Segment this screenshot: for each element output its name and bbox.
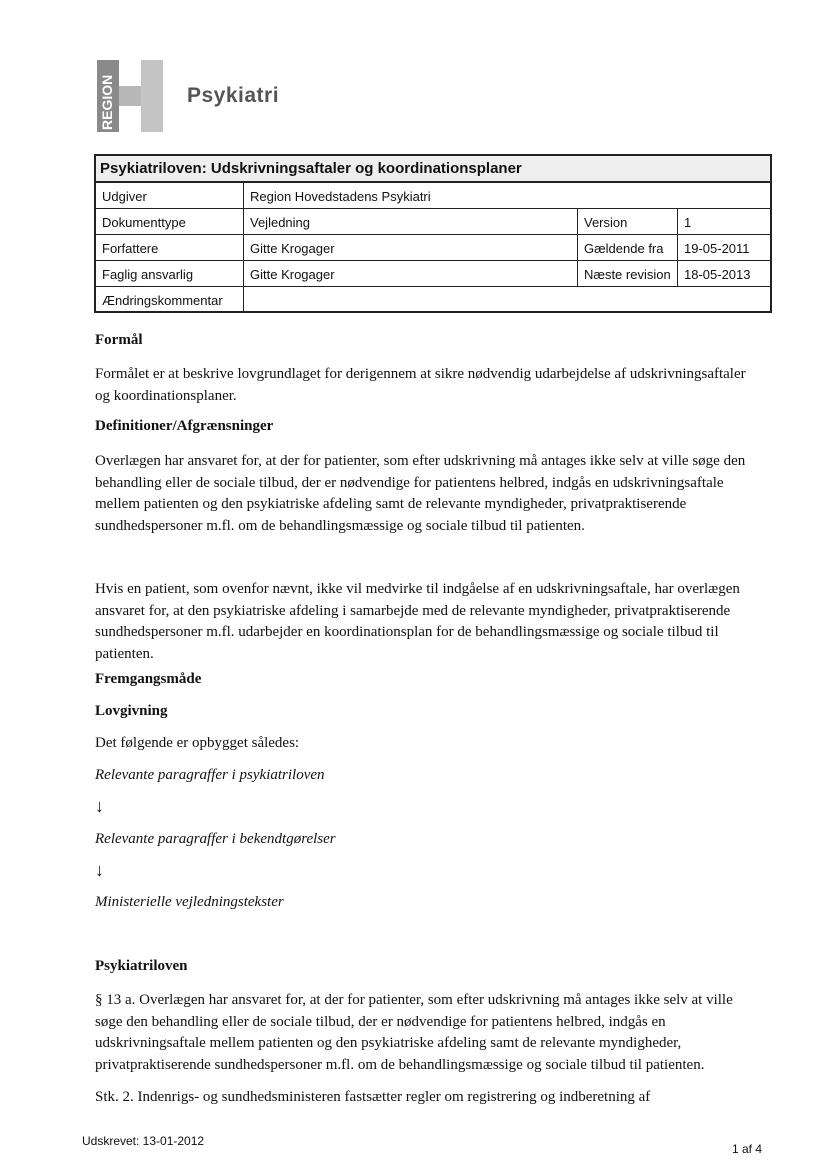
row-label: Udgiver <box>96 183 244 208</box>
section-heading-definitioner: Definitioner/Afgrænsninger <box>95 418 274 434</box>
row-value: Gitte Krogager <box>244 261 578 286</box>
document-title: Psykiatriloven: Udskrivningsaftaler og koordinationsplaner <box>96 156 770 183</box>
row-value: Vejledning <box>244 209 578 234</box>
definitioner-paragraph-1: Overlægen har ansvaret for, at der for patienter, som efter udskrivning må antages ikke selv at ville søge den behandling eller de sociale tilbud, der er nødvendige for patientens helbred, indgås en udskrivningsaftale mellem patienten og den psykiatriske afdeling samt de relevante myndigheder, privatpraktiserende sundhedspersoner m.fl. om de behandlingsmæssige og sociale tilbud til patienten. <box>95 453 746 534</box>
hierarchy-item: Relevante paragraffer i bekendtgørelser <box>95 831 336 847</box>
row-value: 1 <box>684 215 692 230</box>
section-heading-formaal: Formål <box>95 332 143 348</box>
section-heading-lovgivning: Lovgivning <box>95 703 168 719</box>
section-heading-fremgangsmaade: Fremgangsmåde <box>95 671 202 687</box>
formaal-text: Formålet er at beskrive lovgrundlaget for derigennem at sikre nødvendig udarbejdelse af udskrivningsaftaler og koordinationsplaner. <box>95 366 746 404</box>
table-row <box>96 183 770 209</box>
table-row <box>96 235 770 261</box>
hierarchy-item: Relevante paragraffer i psykiatriloven <box>95 767 325 783</box>
definitioner-paragraph-2: Hvis en patient, som ovenfor nævnt, ikke vil medvirke til indgåelse af en udskrivningsaftale, har overlægen ansvaret for, at den psykiatriske afdeling i samarbejde med de relevante myndigheder, privatpraktiserende sundhedspersoner m.fl. udarbejder en koordinationsplan for de behandlingsmæssige og sociale tilbud til patienten. <box>95 581 740 662</box>
printed-date: Udskrevet: 13-01-2012 <box>82 1134 205 1148</box>
svg-text:REGION: REGION <box>99 74 115 130</box>
paragraph-13a: § 13 a. Overlægen har ansvaret for, at der for patienter, som efter udskrivning må antages ikke selv at ville søge den behandling eller de sociale tilbud, der er nødvendige for patientens helbred, indgås en udskrivningsaftale mellem patienten og den psykiatriske afdeling samt de relevante myndigheder, privatpraktiserende sundhedspersoner m.fl. om de behandlingsmæssige og sociale tilbud til patienten. <box>95 992 733 1073</box>
row-label: Gældende fra <box>578 235 678 260</box>
lovgivning-intro: Det følgende er opbygget således: <box>95 735 300 751</box>
row-value <box>244 287 770 311</box>
row-value: 19-05-2011 <box>684 241 750 256</box>
row-value: Region Hovedstadens Psykiatri <box>250 189 431 204</box>
document-info-table <box>94 154 772 313</box>
region-logo <box>97 60 165 132</box>
org-name: Psykiatri <box>187 84 280 107</box>
row-label: Forfattere <box>96 235 244 260</box>
row-value: 18-05-2013 <box>684 267 751 282</box>
row-label: Ændringskommentar <box>96 287 244 311</box>
row-value: Gitte Krogager <box>244 235 578 260</box>
table-row <box>96 209 770 235</box>
row-label: Faglig ansvarlig <box>96 261 244 286</box>
row-label: Næste revision <box>578 261 678 286</box>
page-number: 1 af 4 <box>732 1142 763 1156</box>
row-label: Version <box>578 209 678 234</box>
down-arrow-icon: ↓ <box>95 860 104 880</box>
down-arrow-icon: ↓ <box>95 796 104 816</box>
paragraph-stk2: Stk. 2. Indenrigs- og sundhedsministeren fastsætter regler om registrering og indberetning af <box>95 1089 651 1105</box>
hierarchy-item: Ministerielle vejledningstekster <box>95 894 284 910</box>
row-label: Dokumenttype <box>96 209 244 234</box>
section-heading-psykiatriloven: Psykiatriloven <box>95 958 188 974</box>
table-row <box>96 287 770 311</box>
table-row <box>96 261 770 287</box>
